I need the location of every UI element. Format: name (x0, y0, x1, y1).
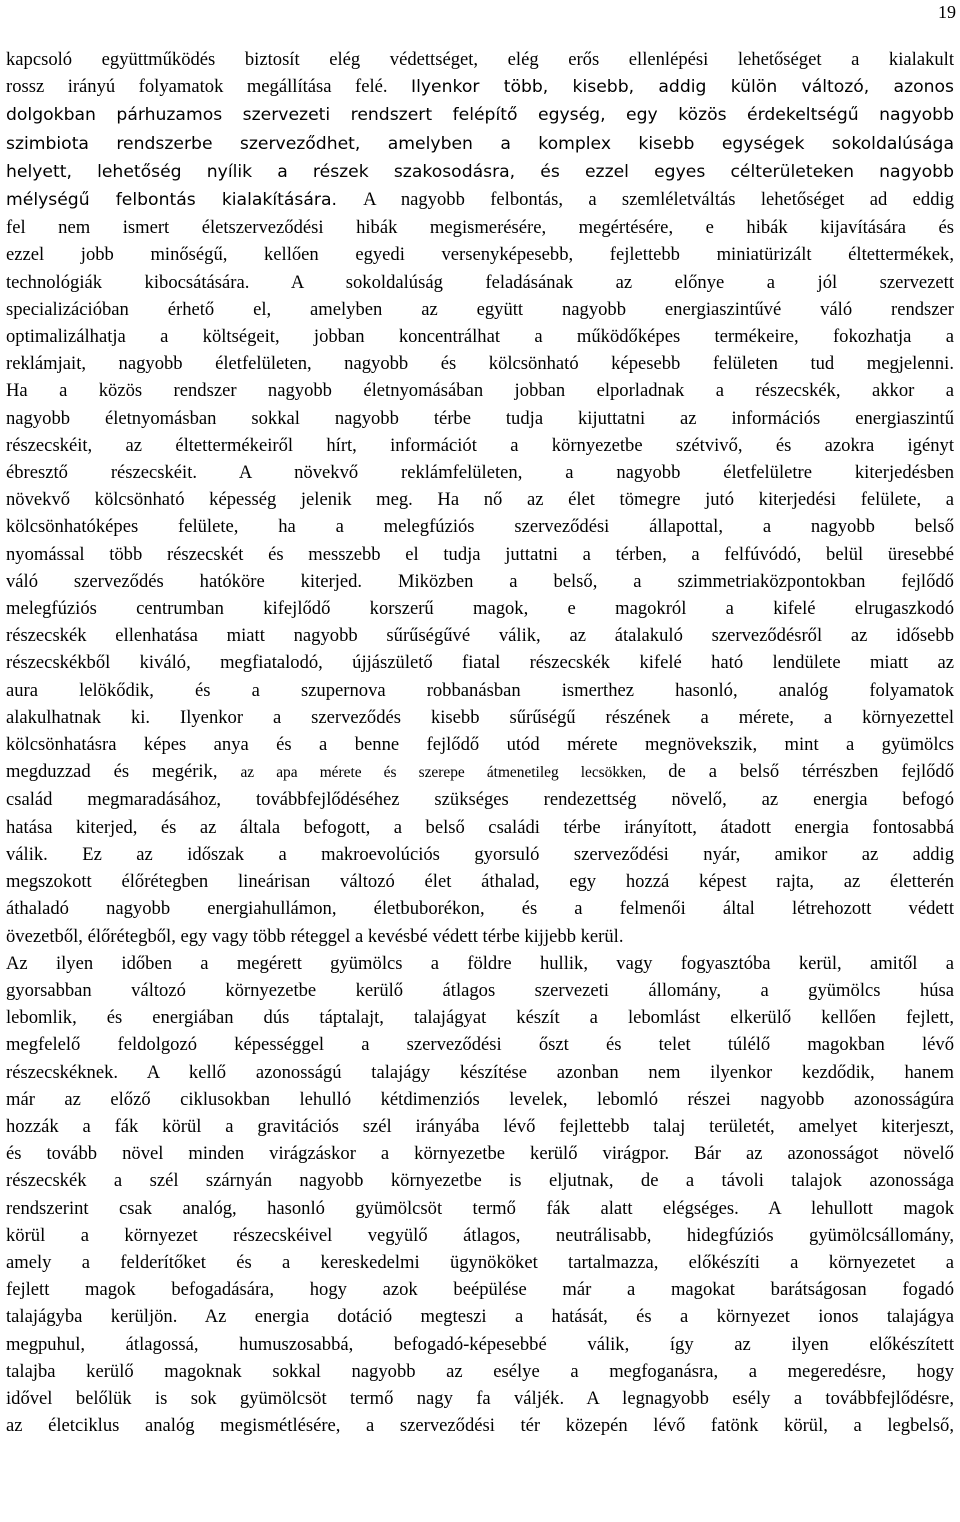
text-line (6, 1276, 954, 1303)
text-line (6, 432, 954, 459)
text-segment: aura lelökődik, és a szupernova robbanásban ismerthez hasonló, analóg folyamatok (6, 679, 954, 701)
text-segment: körül a környezet részecskéivel vegyülő átlagos, neutrálisabb, hidegfúziós gyümölcsállomány, (6, 1224, 954, 1246)
text-segment: az életciklus analóg megismétlésére, a szerveződési tér közepén lévő fatönk körül, a legbelső, (6, 1415, 954, 1437)
text-segment: nagyobb életnyomásban sokkal nagyobb térbe tudja kijuttatni az információs energiaszintű (6, 407, 954, 429)
text-segment: Ilyenkor több, kisebb, addig külön változó, azonos (411, 77, 954, 98)
text-segment: áthaladó nagyobb energiahullámon, életbuborékon, és a felmenői által létrehozott védett (6, 898, 954, 920)
text-segment: kölcsönhatóképes felülete, ha a melegfúziós szerveződési állapottal, a nagyobb belső (6, 516, 954, 538)
text-segment: fejlett magok befogadására, hogy azok beépülése már a magokat barátságosan fogadó (6, 1279, 954, 1301)
text-segment: már az előző ciklusokban lehulló kétdimenziós levelek, lebomló részei nagyobb azonosságúra (6, 1088, 954, 1110)
text-line (6, 1031, 954, 1058)
text-line (6, 1222, 954, 1249)
text-segment: megduzzad és megérik, (6, 761, 241, 783)
text-line (6, 101, 954, 129)
text-line (6, 1385, 954, 1412)
text-line (6, 923, 954, 950)
text-segment: Az ilyen időben a megérett gyümölcs a földre hullik, vagy fogyasztóba kerül, amitől a (6, 952, 954, 974)
text-segment: övezetből, élőrétegből, egy vagy több réteggel a kevésbé védett térbe kijjebb kerül. (6, 925, 624, 947)
body-text (6, 46, 954, 1439)
text-line (6, 46, 954, 73)
text-line (6, 241, 954, 268)
text-segment: részecskékből kiváló, megfiatalodó, újjászülető fiatal részecskék kifelé ható lendülete miatt az (6, 652, 954, 674)
text-line (6, 1303, 954, 1330)
text-line (6, 758, 954, 786)
text-line (6, 814, 954, 841)
text-line (6, 1086, 954, 1113)
text-line (6, 73, 954, 101)
text-segment: nyomással több részecskét és messzebb el tudja juttatni a térben, a felfúvódó, belül üresebbé (6, 543, 954, 565)
text-segment: megfelelő feldolgozó képességgel a szerveződési őszt és telet túlélő magokban lévő (6, 1034, 954, 1056)
text-segment: A lehullott magok (768, 1197, 954, 1219)
text-segment: A sokoldalúság feladásának az előnye a jól szervezett (290, 271, 954, 293)
text-segment: megpuhul, átlagossá, humuszosabbá, befogadó-képesebbé válik, így az ilyen előkészített (6, 1333, 954, 1355)
text-line (6, 1195, 954, 1222)
text-line (6, 405, 954, 432)
text-segment: lebomlik, és energiában dús táptalajt, talajágyat készít a lebomlást elkerülő kellően fejlett, (6, 1007, 954, 1029)
text-line (6, 541, 954, 568)
text-line (6, 568, 954, 595)
text-line (6, 677, 954, 704)
text-segment: szimbiota rendszerbe szerveződhet, amelyben a komplex kisebb egységek sokoldalúsága (6, 133, 954, 154)
text-line (6, 731, 954, 758)
text-segment: talajba kerülő magoknak sokkal nagyobb az esélye a megfoganásra, a megeredésre, hogy (6, 1360, 954, 1382)
text-line (6, 704, 954, 731)
text-segment: hatása kiterjed, és az általa befogott, a belső családi térbe irányított, átadott energia fontosabbá (6, 816, 954, 838)
text-line (6, 786, 954, 813)
text-segment: melegfúziós centrumban kifejlődő korszerű magok, e magokról a kifelé elrugaszkodó (6, 598, 954, 620)
text-segment: Az energia dotáció megteszi a hatását, és a környezet ionos talajágya (204, 1306, 954, 1328)
text-line (6, 868, 954, 895)
text-line (6, 1167, 954, 1194)
text-segment: idővel belőlük is sok gyümölcsöt termő nagy fa váljék. (6, 1387, 587, 1409)
text-segment: család megmaradásához, továbbfejlődéséhez szükséges rendezettség növelő, az energia befogó (6, 789, 954, 811)
text-segment: amely a felderítőket és a kereskedelmi ügynököket tartalmazza, előkészíti a környezetet a (6, 1251, 954, 1273)
text-segment: rossz irányú folyamatok megállítása felé. (6, 76, 411, 98)
text-line (6, 459, 954, 486)
text-segment: Ha a közös rendszer nagyobb életnyomásában jobban elporladnak a részecskék, akkor a (6, 380, 954, 402)
text-segment: növekvő kölcsönható képesség jelenik meg. (6, 489, 438, 511)
text-line (6, 1249, 954, 1276)
text-segment: alakulhatnak ki. (6, 706, 181, 728)
text-segment: részecskék ellenhatása miatt nagyobb sűrűségűvé válik, az átalakuló szerveződésről az idősebb (6, 625, 954, 647)
text-segment: válik. (6, 843, 83, 865)
text-line (6, 186, 954, 214)
text-line (6, 377, 954, 404)
text-segment: Ez az időszak a makroevolúciós gyorsuló szerveződési nyár, amikor az addig (82, 843, 954, 865)
text-segment: optimalizálhatja a költségeit, jobban koncentrálhat a működőképes termékeire, fokozhatja a (6, 326, 954, 348)
text-segment: A növekvő reklámfelületen, a nagyobb életfelületre kiterjedésben (238, 462, 954, 484)
text-line (6, 486, 954, 513)
text-line (6, 350, 954, 377)
text-segment: gyorsabban változó környezetbe kerülő átlagos szervezeti állomány, a gyümölcs húsa (6, 979, 954, 1001)
text-line (6, 1004, 954, 1031)
text-segment: dolgokban párhuzamos szervezeti rendszert felépítő egység, egy közös érdekeltségű nagyobb (6, 105, 954, 126)
text-segment: részecskéit, az éltettermékeiről hírt, információt a környezetbe szétvivő, és azokra igényt (6, 434, 954, 456)
text-segment: technológiák kibocsátására. (6, 271, 291, 293)
text-segment: hozzák a fák körül a gravitációs szél irányába lévő fejlettebb talaj területét, amelyet kiterjeszt, (6, 1115, 954, 1137)
text-segment: részecskék a szél szárnyán nagyobb környezetbe is eljutnak, de a távoli talajok azonossága (6, 1170, 954, 1192)
text-line (6, 130, 954, 158)
text-line (6, 1113, 954, 1140)
text-line (6, 513, 954, 540)
text-segment: ezzel jobb minőségű, kellően egyedi versenyképesebb, fejlettebb miniatürizált éltettermékek, (6, 244, 954, 266)
text-line (6, 622, 954, 649)
text-line (6, 1140, 954, 1167)
text-line (6, 1331, 954, 1358)
text-segment: kapcsoló együttműködés biztosít elég védettséget, elég erős ellenlépési lehetőséget a kialakult (6, 49, 954, 70)
text-line (6, 649, 954, 676)
text-segment: megszokott élőrétegben lineárisan változó élet áthalad, egy hozzá képest rajta, az életterén (6, 871, 954, 893)
text-segment: az apa mérete és szerepe átmenetileg lecsökken, (240, 764, 669, 782)
text-segment: helyett, lehetőség nyílik a részek szakosodásra, és ezzel egyes célterületeken nagyobb (6, 161, 954, 182)
text-line (6, 895, 954, 922)
text-line (6, 1412, 954, 1439)
text-line (6, 1358, 954, 1385)
text-segment: kölcsönhatásra képes anya és a benne fejlődő utód mérete megnövekszik, mint a gyümölcs (6, 734, 954, 756)
text-segment: A legnagyobb esély a továbbfejlődésre, (586, 1387, 954, 1409)
text-line (6, 214, 954, 241)
text-segment: reklámjait, nagyobb életfelületen, nagyobb és kölcsönható képesebb felületen tud megjelenni. (6, 353, 954, 375)
text-segment: talajágyba kerüljön. (6, 1306, 205, 1328)
text-line (6, 269, 954, 296)
text-line (6, 595, 954, 622)
text-segment: Bár az azonosságot növelő (694, 1143, 954, 1165)
text-segment: mélységű felbontás kialakítására. (6, 190, 364, 211)
text-line (6, 296, 954, 323)
text-segment: váló szerveződés hatóköre kiterjed. (6, 570, 398, 592)
text-segment: rendszerint csak analóg, hasonló gyümölcsöt termő fák alatt elégséges. (6, 1197, 769, 1219)
text-segment: specializációban érhető el, amelyben az együtt nagyobb energiaszintűvé váló rendszer (6, 298, 954, 320)
text-segment: A kellő azonosságú talajágy készítése azonban nem ilyenkor kezdődik, hanem (146, 1061, 955, 1083)
text-line (6, 323, 954, 350)
text-line (6, 977, 954, 1004)
text-line (6, 158, 954, 186)
text-segment: ébresztő részecskéit. (6, 462, 239, 484)
text-segment: A nagyobb felbontás, a szemléletváltás lehetőséget ad eddig (363, 189, 954, 211)
text-line (6, 1059, 954, 1086)
text-segment: fel nem ismert életszerveződési hibák megismerésére, megértésére, e hibák kijavítására és (6, 217, 954, 239)
text-segment: és tovább növel minden virágzáskor a környezetbe kerülő virágpor. (6, 1143, 695, 1165)
text-line (6, 950, 954, 977)
page-number: 19 (938, 2, 956, 22)
text-segment: részecskéknek. (6, 1061, 147, 1083)
text-line (6, 841, 954, 868)
text-segment: de a belső térrészben fejlődő (668, 761, 955, 783)
text-segment: Miközben a belső, a szimmetriaközpontokban fejlődő (397, 570, 954, 592)
text-segment: Ha nő az élet tömegre jutó kiterjedési felülete, a (437, 489, 954, 511)
text-segment: Ilyenkor a szerveződés kisebb sűrűségű részének a mérete, a környezettel (180, 706, 955, 728)
